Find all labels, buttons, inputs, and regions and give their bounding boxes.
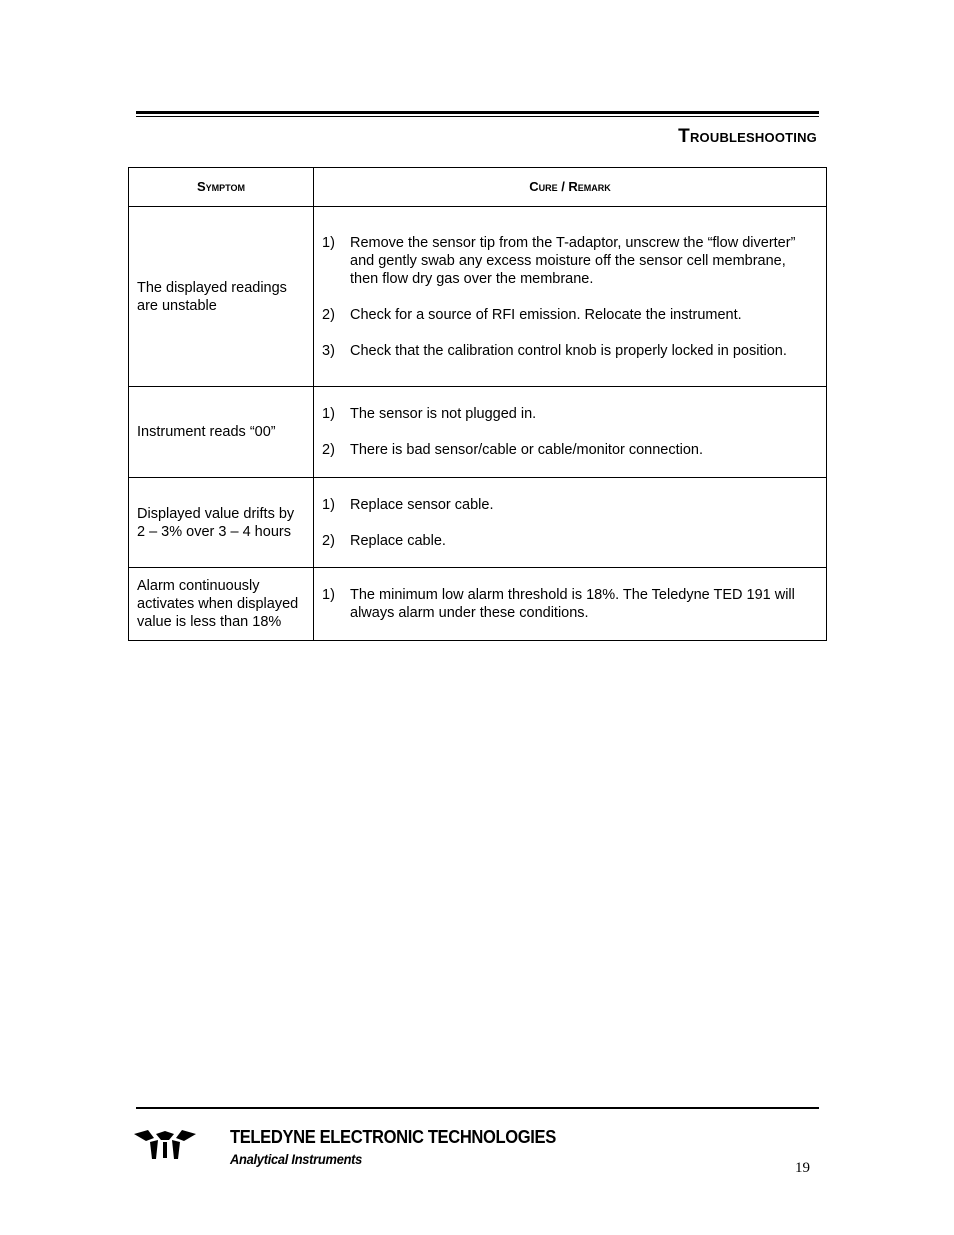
cure-number: 1) (322, 406, 335, 422)
cure-text: Check that the calibration control knob is properly locked in position. (350, 342, 787, 359)
cure-number: 1) (322, 587, 335, 603)
table-header-row (129, 168, 827, 207)
section-title: Troubleshooting (678, 126, 817, 147)
cure-text: The minimum low alarm threshold is 18%. The Teledyne TED 191 will always alarm under these conditions. (350, 587, 795, 621)
footer-rule (136, 1107, 819, 1109)
cure-item (322, 496, 816, 514)
column-header-symptom: Symptom (129, 168, 314, 207)
cure-text: There is bad sensor/cable or cable/monitor connection. (350, 442, 704, 458)
cure-item (322, 306, 816, 324)
column-header-cure: Cure / Remark (314, 168, 827, 207)
cure-text: Check for a source of RFI emission. Relocate the instrument. (350, 306, 742, 323)
cure-item (322, 586, 816, 622)
table-row (129, 387, 827, 478)
symptom-cell: Displayed value drifts by 2 – 3% over 3 – 4 hours (129, 478, 314, 568)
cure-cell (314, 387, 827, 478)
cure-number: 2) (322, 442, 335, 458)
cure-number: 2) (322, 532, 335, 549)
cure-number: 1) (322, 234, 335, 251)
cure-cell (314, 207, 827, 387)
cure-item (322, 234, 816, 288)
teledyne-logo-icon (134, 1130, 196, 1160)
cure-number: 3) (322, 342, 335, 359)
cure-item (322, 532, 816, 550)
company-name: TELEDYNE ELECTRONIC TECHNOLOGIES (230, 1127, 556, 1147)
header-rule-thick (136, 111, 819, 114)
table-row (129, 568, 827, 641)
symptom-cell: Instrument reads “00” (129, 387, 314, 478)
cure-number: 2) (322, 306, 335, 323)
cure-item (322, 405, 816, 423)
table-row (129, 478, 827, 568)
division-name: Analytical Instruments (230, 1151, 363, 1167)
cure-item (322, 342, 816, 360)
header-rule-thin (136, 116, 819, 117)
cure-item (322, 441, 816, 459)
troubleshooting-table (128, 167, 827, 641)
table-row (129, 207, 827, 387)
symptom-cell: The displayed readings are unstable (129, 207, 314, 387)
cure-text: The sensor is not plugged in. (350, 406, 537, 422)
cure-cell (314, 478, 827, 568)
page-number: 19 (795, 1160, 810, 1176)
cure-text: Replace cable. (350, 532, 446, 549)
cure-number: 1) (322, 496, 335, 513)
cure-text: Replace sensor cable. (350, 496, 494, 513)
cure-text: Remove the sensor tip from the T-adaptor, unscrew the “flow diverter” and gently swab any excess moisture off the sensor cell membrane, then flow dry gas over the membrane. (350, 234, 796, 287)
cure-cell (314, 568, 827, 641)
symptom-cell: Alarm continuously activates when displayed value is less than 18% (129, 568, 314, 641)
